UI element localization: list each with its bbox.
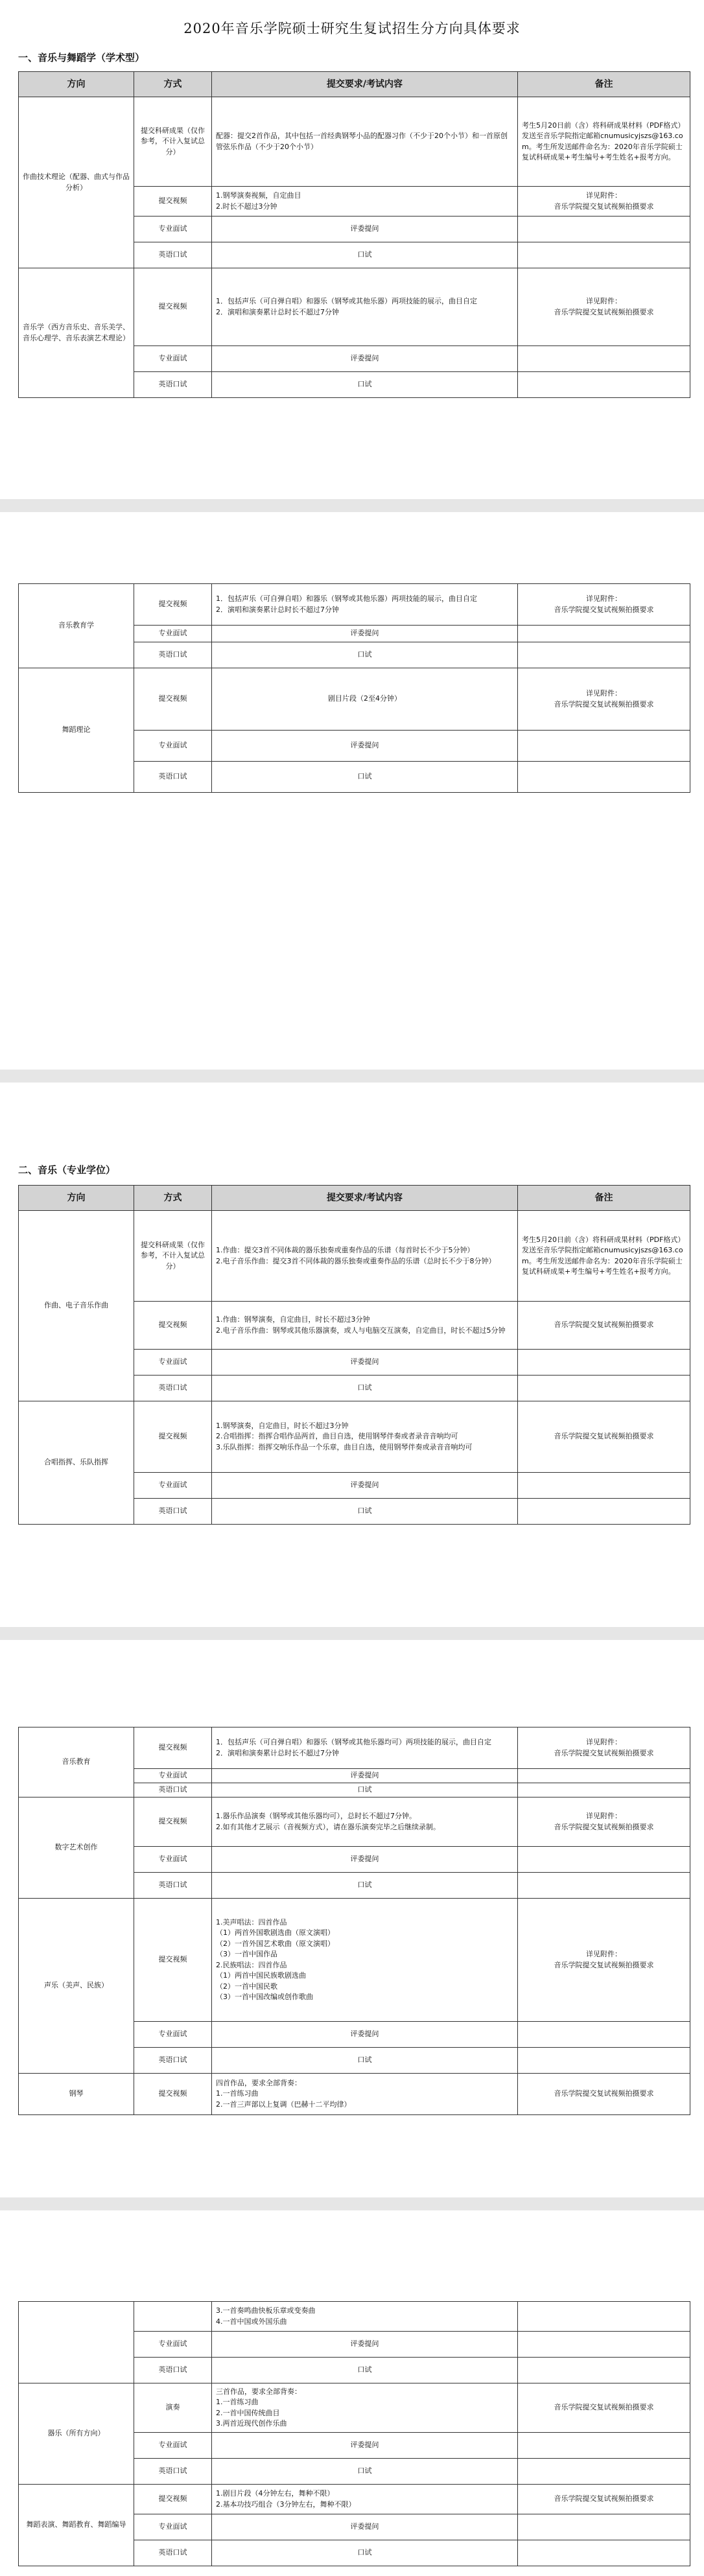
content-cell	[212, 2383, 518, 2433]
mode-cell: 专业面试	[134, 1769, 212, 1783]
section-1-title: 一、音乐与舞蹈学（学术型）	[18, 52, 145, 64]
mode-cell: 提交视频	[134, 1727, 212, 1769]
note-cell	[518, 217, 690, 242]
note-cell: 音乐学院提交复试视频拍摄要求	[518, 2485, 690, 2514]
note-cell	[518, 2022, 690, 2048]
table-row	[19, 2383, 690, 2433]
page-3	[0, 1083, 704, 1627]
content-cell: 评委提问	[212, 626, 518, 642]
content-cell: 评委提问	[212, 731, 518, 762]
note-cell	[518, 1499, 690, 1525]
mode-cell: 演奏	[134, 2383, 212, 2433]
mode-cell: 提交视频	[134, 2485, 212, 2514]
mode-cell: 英语口试	[134, 642, 212, 668]
content-cell	[212, 187, 518, 217]
note-cell	[518, 2459, 690, 2485]
content-line: 三首作品，要求全部背奏：	[216, 2387, 301, 2396]
content-line: 2.时长不超过3分钟	[216, 202, 277, 211]
direction-cell: 数字艺术创作	[19, 1797, 134, 1899]
direction-cell: 舞蹈理论	[19, 668, 134, 793]
note-cell	[518, 1769, 690, 1783]
table-header-row	[19, 1186, 690, 1211]
content-line: 2.民族唱法：四首作品	[216, 1960, 287, 1969]
mode-cell: 提交视频	[134, 1797, 212, 1847]
header-content: 提交要求/考试内容	[212, 1186, 518, 1211]
mode-cell: 英语口试	[134, 2540, 212, 2566]
content-line: 2．演唱和演奏累计总时长不超过7分钟	[216, 605, 339, 614]
header-mode: 方式	[134, 72, 212, 97]
mode-cell: 提交视频	[134, 1302, 212, 1350]
document-title: 2020年音乐学院硕士研究生复试招生分方向具体要求	[183, 21, 521, 36]
mode-cell: 英语口试	[134, 1783, 212, 1797]
note-cell	[518, 1783, 690, 1797]
page-1	[0, 0, 704, 499]
content-cell	[212, 1211, 518, 1302]
direction-cell: 舞蹈表演、舞蹈教育、舞蹈编导	[19, 2485, 134, 2566]
mode-cell: 专业面试	[134, 346, 212, 372]
table-row	[19, 2302, 690, 2332]
content-line: （1）两首外国歌剧选曲（原文演唱）	[216, 1928, 334, 1937]
content-cell: 评委提问	[212, 1350, 518, 1376]
content-line: （2）一首外国艺术歌曲（原文演唱）	[216, 1939, 334, 1948]
table-row	[19, 2074, 690, 2115]
direction-cell: 合唱指挥、乐队指挥	[19, 1401, 134, 1525]
note-line: 音乐学院提交复试视频拍摄要求	[554, 1822, 654, 1831]
note-cell: 音乐学院提交复试视频拍摄要求	[518, 2383, 690, 2433]
content-cell: 口试	[212, 2540, 518, 2566]
mode-cell: 英语口试	[134, 372, 212, 398]
content-line: 2．演唱和演奏累计总时长不超过7分钟	[216, 1748, 339, 1757]
direction-cell: 作曲技术理论（配器、曲式与作品分析）	[19, 97, 134, 268]
note-cell	[518, 2433, 690, 2459]
mode-cell: 提交视频	[134, 268, 212, 346]
direction-cell: 音乐教育学	[19, 584, 134, 668]
content-line: 1.钢琴演奏，自定曲目，时长不超过3分钟	[216, 1421, 349, 1430]
content-line: 2.电子音乐作曲：钢琴或其他乐器演奏，或人与电脑交互演奏，自定曲目，时长不超过5分钟	[216, 1326, 506, 1335]
mode-cell: 提交视频	[134, 668, 212, 731]
note-line: 音乐学院提交复试视频拍摄要求	[554, 307, 654, 316]
note-line: 音乐学院提交复试视频拍摄要求	[554, 1748, 654, 1757]
content-cell	[212, 584, 518, 626]
content-line: 1.器乐作品演奏（钢琴或其他乐器均可），总时长不超过7分钟。	[216, 1812, 416, 1820]
table-row	[19, 1899, 690, 2022]
note-cell	[518, 372, 690, 398]
note-line: 详见附件：	[586, 1738, 622, 1746]
direction-cell: 器乐（所有方向）	[19, 2383, 134, 2485]
note-line: 详见附件：	[586, 689, 622, 697]
content-cell: 剧目片段（2至4分钟）	[212, 668, 518, 731]
note-line: 详见附件：	[586, 1950, 622, 1958]
mode-cell: 提交视频	[134, 2074, 212, 2115]
content-cell: 口试	[212, 642, 518, 668]
content-cell: 评委提问	[212, 2022, 518, 2048]
header-content: 提交要求/考试内容	[212, 72, 518, 97]
content-line: 4.一首中国或外国乐曲	[216, 2317, 287, 2326]
note-line: 详见附件：	[586, 297, 622, 305]
note-line: 详见附件：	[586, 1812, 622, 1820]
content-line: 1.钢琴演奏视频，自定曲目	[216, 191, 301, 200]
note-cell: 音乐学院提交复试视频拍摄要求	[518, 1302, 690, 1350]
note-cell	[518, 642, 690, 668]
content-cell	[212, 2485, 518, 2514]
table-row	[19, 268, 690, 346]
note-cell	[518, 268, 690, 346]
note-cell	[518, 762, 690, 793]
content-cell	[212, 2302, 518, 2332]
header-direction: 方向	[19, 1186, 134, 1211]
note-cell	[518, 2332, 690, 2358]
mode-cell: 专业面试	[134, 1350, 212, 1376]
content-line: 1.一首练习曲	[216, 2089, 259, 2098]
content-line: 3.乐队指挥：指挥交响乐作品一个乐章，曲目自选，使用钢琴伴奏或录音音响均可	[216, 1442, 473, 1451]
content-cell	[212, 268, 518, 346]
content-cell: 配器：提交2首作品，其中包括一首经典钢琴小品的配器习作（不少于20个小节）和一首原创管弦乐作品（不少于20个小节）	[212, 97, 518, 187]
content-cell	[212, 2074, 518, 2115]
mode-cell: 英语口试	[134, 1376, 212, 1401]
content-line: 1.作曲：提交3首不同体裁的器乐独奏或重奏作品的乐谱（每首时长不少于5分钟）	[216, 1246, 475, 1254]
note-line: 音乐学院提交复试视频拍摄要求	[554, 605, 654, 614]
note-cell	[518, 731, 690, 762]
note-cell	[518, 1727, 690, 1769]
table-row	[19, 1211, 690, 1302]
content-cell: 评委提问	[212, 346, 518, 372]
table-row	[19, 1401, 690, 1473]
note-line: 音乐学院提交复试视频拍摄要求	[554, 202, 654, 211]
content-cell: 评委提问	[212, 2514, 518, 2540]
content-line: （1）两首中国民族歌剧选曲	[216, 1971, 306, 1980]
content-line: 2.一首三声部以上复调（巴赫十二平均律）	[216, 2100, 351, 2109]
section-2-title: 二、音乐（专业学位）	[18, 1164, 116, 1176]
content-cell	[212, 1899, 518, 2022]
content-line: 3.一首奏鸣曲快板乐章或变奏曲	[216, 2306, 316, 2315]
header-direction: 方向	[19, 72, 134, 97]
content-cell: 口试	[212, 2459, 518, 2485]
content-cell: 评委提问	[212, 217, 518, 242]
note-cell	[518, 1847, 690, 1873]
mode-cell: 提交视频	[134, 187, 212, 217]
mode-cell: 提交视频	[134, 1401, 212, 1473]
direction-cell: 作曲、电子音乐作曲	[19, 1211, 134, 1401]
content-line: 3.两首近现代创作乐曲	[216, 2419, 287, 2428]
mode-cell: 英语口试	[134, 2048, 212, 2074]
content-line: 1.美声唱法：四首作品	[216, 1917, 287, 1926]
content-line: 2.合唱指挥：指挥合唱作品两首，曲目自选，使用钢琴伴奏或者录音音响均可	[216, 1432, 458, 1441]
section-2-table-part-1	[18, 1185, 690, 1525]
content-line: 2.电子音乐作曲：提交3首不同体裁的器乐独奏或重奏作品的乐谱（总时长不少于8分钟）	[216, 1256, 496, 1265]
content-cell: 口试	[212, 1783, 518, 1797]
note-cell: 音乐学院提交复试视频拍摄要求	[518, 2074, 690, 2115]
page-4	[0, 1640, 704, 2197]
note-cell	[518, 1873, 690, 1899]
table-row	[19, 1727, 690, 1769]
direction-cell: 钢琴	[19, 2074, 134, 2115]
header-note: 备注	[518, 72, 690, 97]
note-cell	[518, 242, 690, 268]
note-cell	[518, 2358, 690, 2383]
mode-cell: 专业面试	[134, 626, 212, 642]
note-cell: 考生5月20日前（含）将科研成果材料（PDF格式）发送至音乐学院指定邮箱cnumusicyjszs@163.com。考生所发送邮件命名为：2020年音乐学院硕士复试科研成果+考生编号+考生姓名+报考方向。	[518, 97, 690, 187]
content-line: 1．包括声乐（可自弹自唱）和器乐（钢琴或其他乐器）两项技能的展示，曲目自定	[216, 297, 477, 305]
note-cell	[518, 1376, 690, 1401]
content-cell: 评委提问	[212, 1473, 518, 1499]
table-row	[19, 1797, 690, 1847]
mode-cell: 提交视频	[134, 1899, 212, 2022]
content-cell: 评委提问	[212, 2433, 518, 2459]
content-cell: 口试	[212, 372, 518, 398]
mode-cell: 专业面试	[134, 1473, 212, 1499]
content-line: 1．包括声乐（可自弹自唱）和器乐（钢琴或其他乐器）两项技能的展示，曲目自定	[216, 594, 477, 603]
content-cell: 口试	[212, 762, 518, 793]
content-cell: 口试	[212, 2048, 518, 2074]
mode-cell: 专业面试	[134, 2514, 212, 2540]
page-2	[0, 512, 704, 1070]
direction-cell: 音乐学（西方音乐史、音乐美学、音乐心理学、音乐表演艺术理论）	[19, 268, 134, 398]
mode-cell: 专业面试	[134, 217, 212, 242]
note-cell: 考生5月20日前（含）将科研成果材料（PDF格式）发送至音乐学院指定邮箱cnumusicyjszs@163.com。考生所发送邮件命名为：2020年音乐学院硕士复试科研成果+考生编号+考生姓名+报考方向。	[518, 1211, 690, 1302]
content-cell: 口试	[212, 1873, 518, 1899]
mode-cell: 英语口试	[134, 1873, 212, 1899]
note-cell: 音乐学院提交复试视频拍摄要求	[518, 1401, 690, 1473]
content-line: 1.剧目片段（4分钟左右，舞种不限）	[216, 2489, 334, 2498]
note-cell	[518, 2048, 690, 2074]
content-cell: 口试	[212, 1499, 518, 1525]
mode-cell: 提交视频	[134, 584, 212, 626]
page-5	[0, 2210, 704, 2576]
content-cell: 评委提问	[212, 1769, 518, 1783]
note-cell	[518, 1899, 690, 2022]
content-cell: 口试	[212, 1376, 518, 1401]
content-cell: 评委提问	[212, 2332, 518, 2358]
note-cell	[518, 584, 690, 626]
content-line: （2）一首中国民歌	[216, 1982, 277, 1991]
mode-cell	[134, 2302, 212, 2332]
note-cell	[518, 187, 690, 217]
note-cell	[518, 2540, 690, 2566]
content-line: 1．包括声乐（可自弹自唱）和器乐（钢琴或其他乐器均可）两项技能的展示，曲目自定	[216, 1738, 491, 1746]
mode-cell: 专业面试	[134, 2433, 212, 2459]
content-cell: 口试	[212, 242, 518, 268]
header-mode: 方式	[134, 1186, 212, 1211]
note-cell	[518, 346, 690, 372]
table-row	[19, 2485, 690, 2514]
mode-cell: 提交科研成果（仅作参考，不计入复试总分）	[134, 97, 212, 187]
content-cell	[212, 1797, 518, 1847]
note-cell	[518, 1797, 690, 1847]
table-row	[19, 668, 690, 731]
note-cell	[518, 626, 690, 642]
note-cell	[518, 1350, 690, 1376]
table-header-row	[19, 72, 690, 97]
direction-cell: 音乐教育	[19, 1727, 134, 1797]
note-line: 详见附件：	[586, 594, 622, 603]
content-line: 四首作品，要求全部背奏：	[216, 2078, 301, 2087]
note-line: 音乐学院提交复试视频拍摄要求	[554, 1960, 654, 1969]
header-note: 备注	[518, 1186, 690, 1211]
content-cell	[212, 1727, 518, 1769]
note-cell	[518, 668, 690, 731]
mode-cell: 英语口试	[134, 2459, 212, 2485]
note-cell	[518, 1473, 690, 1499]
content-cell	[212, 1302, 518, 1350]
section-2-table-part-2	[18, 1727, 690, 2115]
content-line: 2.一首中国传统曲目	[216, 2408, 280, 2417]
mode-cell: 英语口试	[134, 1499, 212, 1525]
direction-cell	[19, 2302, 134, 2383]
content-line: （3）一首中国改编或创作歌曲	[216, 1993, 313, 2001]
content-cell: 评委提问	[212, 1847, 518, 1873]
table-row	[19, 97, 690, 187]
content-line: 2．演唱和演奏累计总时长不超过7分钟	[216, 307, 339, 316]
mode-cell: 专业面试	[134, 2332, 212, 2358]
section-1-table-part-2	[18, 583, 690, 793]
mode-cell: 专业面试	[134, 2022, 212, 2048]
note-cell	[518, 2514, 690, 2540]
section-1-table-part-1	[18, 71, 690, 398]
mode-cell: 英语口试	[134, 762, 212, 793]
direction-cell: 声乐（美声、民族）	[19, 1899, 134, 2074]
content-line: 1.一首练习曲	[216, 2398, 259, 2406]
mode-cell: 英语口试	[134, 242, 212, 268]
content-line: 2.基本功技巧组合（3分钟左右，舞种不限）	[216, 2500, 356, 2509]
mode-cell: 英语口试	[134, 2358, 212, 2383]
mode-cell: 提交科研成果（仅作参考，不计入复试总分）	[134, 1211, 212, 1302]
content-cell	[212, 1401, 518, 1473]
mode-cell: 专业面试	[134, 731, 212, 762]
note-line: 音乐学院提交复试视频拍摄要求	[554, 699, 654, 708]
mode-cell: 专业面试	[134, 1847, 212, 1873]
content-line: （3）一首中国作品	[216, 1950, 277, 1958]
section-2-table-part-3	[18, 2301, 690, 2566]
content-line: 2.如有其他才艺展示（音视频方式），请在器乐演奏完毕之后继续录制。	[216, 1822, 440, 1831]
content-line: 1.作曲：钢琴演奏，自定曲目，时长不超过3分钟	[216, 1315, 370, 1324]
table-row	[19, 584, 690, 626]
note-line: 详见附件：	[586, 191, 622, 200]
content-cell: 口试	[212, 2358, 518, 2383]
note-cell	[518, 2302, 690, 2332]
